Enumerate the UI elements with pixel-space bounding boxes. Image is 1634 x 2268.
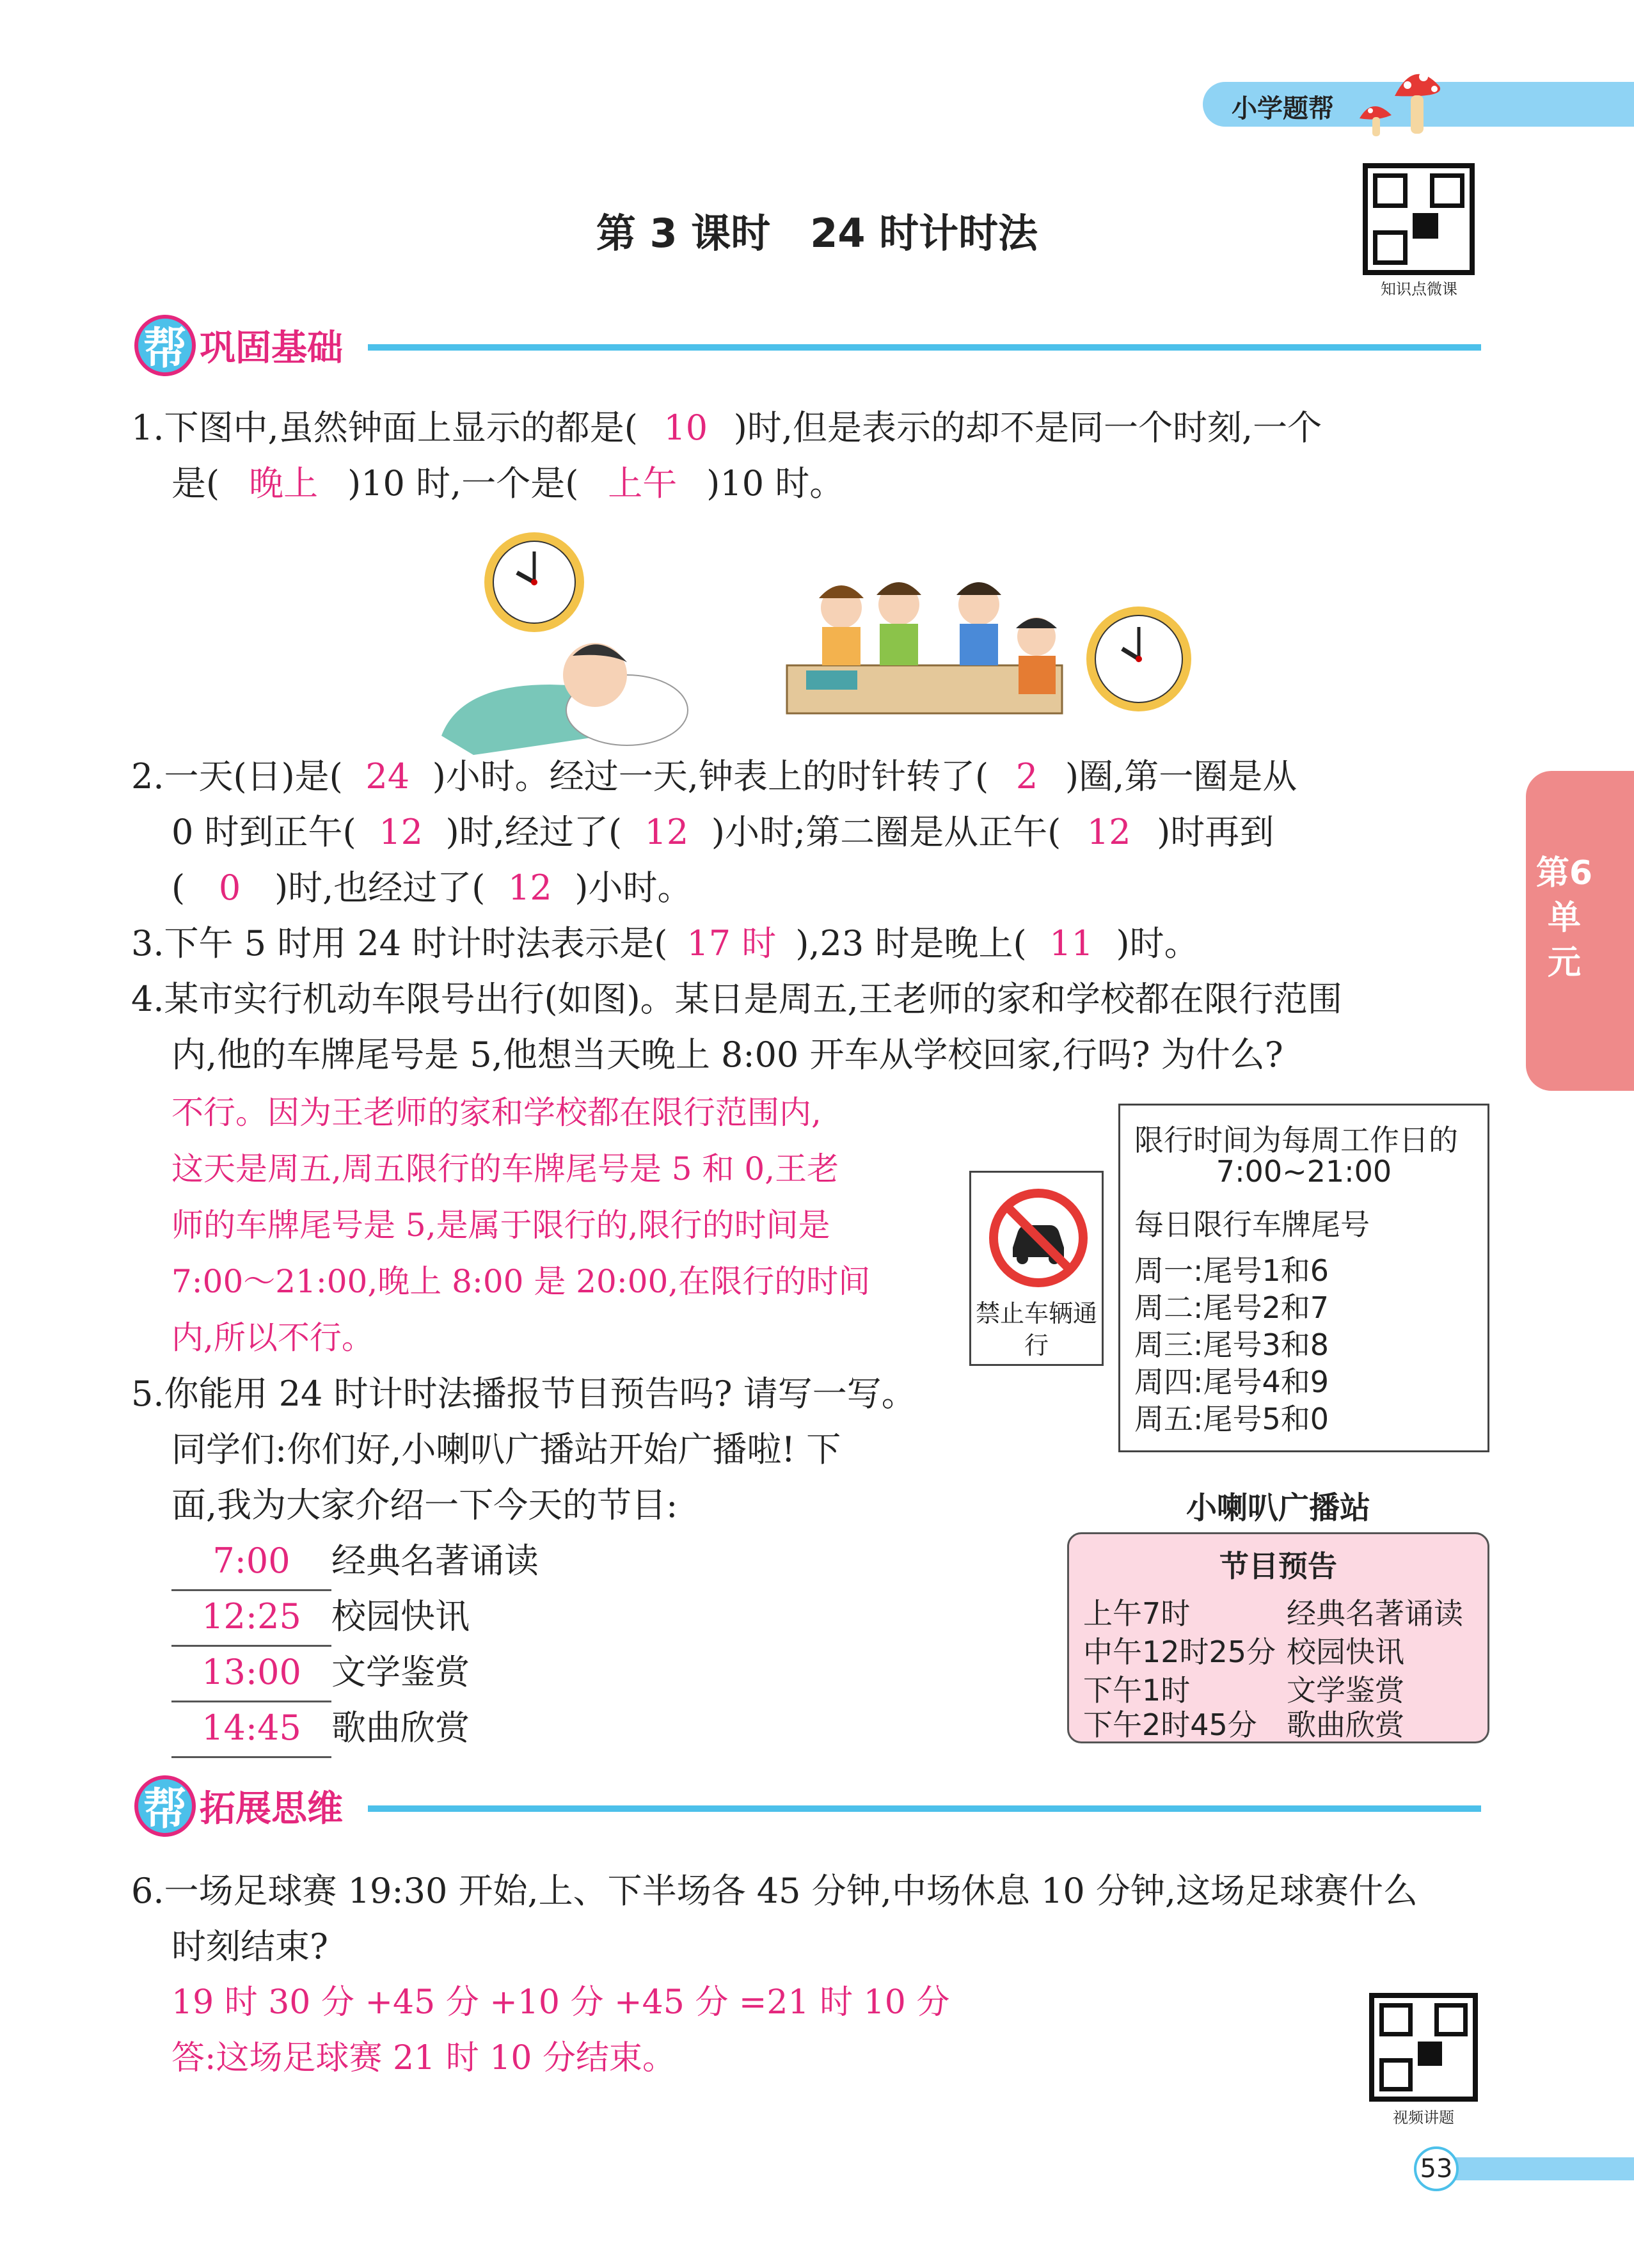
section-divider xyxy=(368,1805,1481,1812)
section-extension-header xyxy=(134,1775,343,1837)
program-item: 12:25 校园快讯 xyxy=(171,1589,470,1647)
brand-label: 小学题帮 xyxy=(1232,94,1334,123)
schedule-title: 节目预告 xyxy=(1219,1549,1337,1583)
q4-line2: 内,他的车牌尾号是 5,他想当天晚上 8:00 开车从学校回家,行吗? 为什么? xyxy=(171,1035,1283,1075)
restriction-subtitle: 每日限行车牌尾号 xyxy=(1134,1207,1370,1242)
q6-line2: 时刻结束? xyxy=(171,1926,328,1967)
q2-answer-4: 12 xyxy=(644,812,689,852)
qr-bottom-caption: 视频讲题 xyxy=(1393,2109,1454,2127)
schedule-program: 歌曲欣赏 xyxy=(1287,1708,1404,1742)
restriction-row: 周三:尾号3和8 xyxy=(1134,1328,1329,1362)
section-basics-header xyxy=(134,315,343,376)
qr-code-top[interactable] xyxy=(1363,163,1475,275)
restriction-row: 周二:尾号2和7 xyxy=(1134,1290,1329,1325)
restriction-hours: 7:00~21:00 xyxy=(1216,1154,1392,1189)
schedule-program: 文学鉴赏 xyxy=(1287,1673,1404,1708)
q6-answer-calc: 19 时 30 分 +45 分 +10 分 +45 分 =21 时 10 分 xyxy=(171,1983,950,2022)
q2-answer-2: 2 xyxy=(1015,756,1038,797)
section-badge: 帮 xyxy=(134,315,196,376)
schedule-time: 上午7时 xyxy=(1083,1596,1191,1631)
q2-line1: 2.一天(日)是( 24 )小时。经过一天,钟表上的时针转了( 2 )圈,第一圈是从 xyxy=(131,749,1297,805)
q6-line1: 6.一场足球赛 19:30 开始,上、下半场各 45 分钟,中场休息 10 分钟,这场足球赛什么 xyxy=(131,1871,1418,1911)
q6-answer-text: 答:这场足球赛 21 时 10 分结束。 xyxy=(171,2039,676,2077)
page-title: 第 3 课时 24 时计时法 xyxy=(596,210,1038,257)
q3-answer-2: 11 xyxy=(1049,923,1093,964)
mushroom-logo-icon xyxy=(1356,61,1459,144)
restriction-row: 周四:尾号4和9 xyxy=(1134,1365,1329,1399)
page-number: 53 xyxy=(1414,2146,1459,2191)
program-item: 7:00 经典名著诵读 xyxy=(171,1533,539,1591)
q3-answer-1: 17 时 xyxy=(686,923,777,964)
qr-top-caption: 知识点微课 xyxy=(1381,280,1457,298)
q4-answer: 不行。因为王老师的家和学校都在限行范围内, 这天是周五,周五限行的车牌尾号是 5 和 0,王老 师的车牌尾号是 5,是属于限行的,限行的时间是 7:00～21:00,晚上 8:00 是 20:00,在限行的时间 内,所以不行。 xyxy=(171,1094,871,1356)
qr-code-bottom[interactable] xyxy=(1369,1993,1478,2102)
schedule-program: 校园快讯 xyxy=(1287,1635,1404,1669)
q2-answer-7: 12 xyxy=(508,868,552,908)
restriction-row: 周一:尾号1和6 xyxy=(1134,1253,1329,1288)
q1-answer-3: 上午 xyxy=(608,463,678,504)
no-vehicles-sign xyxy=(969,1171,1104,1366)
program-item: 14:45 歌曲欣赏 xyxy=(171,1700,470,1758)
page-number-bar xyxy=(1452,2157,1634,2180)
unit-tab-label: 第6单元 xyxy=(1535,854,1593,982)
restriction-title: 限行时间为每周工作日的 xyxy=(1134,1123,1458,1157)
program-time-answer: 7:00 xyxy=(171,1533,331,1591)
section-badge: 帮 xyxy=(134,1775,196,1837)
sign-caption: 禁止车辆通行 xyxy=(975,1299,1097,1360)
q5-line1: 5.你能用 24 时计时法播报节目预告吗? 请写一写。 xyxy=(131,1374,916,1414)
schedule-time: 下午2时45分 xyxy=(1083,1708,1257,1742)
schedule-program: 经典名著诵读 xyxy=(1287,1596,1463,1631)
sleeping-boy-illustration xyxy=(435,525,691,768)
q2-line2: 0 时到正午( 12 )时,经过了( 12 )小时;第二圈是从正午( 12 )时再到 xyxy=(171,804,1274,860)
no-car-icon xyxy=(987,1187,1090,1289)
schedule-time: 中午12时25分 xyxy=(1083,1635,1276,1669)
program-time-answer: 14:45 xyxy=(171,1700,331,1758)
q1-answer-2: 晚上 xyxy=(249,463,319,504)
station-title: 小喇叭广播站 xyxy=(1186,1490,1370,1526)
restriction-row: 周五:尾号5和0 xyxy=(1134,1402,1329,1436)
q1-line1: 1.下图中,虽然钟面上显示的都是( 10 )时,但是表示的却不是同一个时刻,一个 xyxy=(131,400,1322,456)
q2-answer-3: 12 xyxy=(379,812,423,852)
q2-answer-6: 0 xyxy=(218,868,241,908)
program-time-answer: 13:00 xyxy=(171,1644,331,1702)
section-divider xyxy=(368,344,1481,351)
section-label: 巩固基础 xyxy=(200,328,343,369)
program-time-answer: 12:25 xyxy=(171,1589,331,1647)
schedule-time: 下午1时 xyxy=(1083,1673,1191,1708)
q2-answer-5: 12 xyxy=(1086,812,1131,852)
q2-line3: ( 0 )时,也经过了( 12 )小时。 xyxy=(171,860,692,916)
family-reading-illustration xyxy=(781,569,1196,729)
q5-line3: 面,我为大家介绍一下今天的节目: xyxy=(171,1485,678,1525)
q2-answer-1: 24 xyxy=(365,756,410,797)
q4-line1: 4.某市实行机动车限号出行(如图)。某日是周五,王老师的家和学校都在限行范围 xyxy=(131,979,1342,1019)
restriction-rules-box xyxy=(1118,1104,1489,1452)
section-label: 拓展思维 xyxy=(200,1788,343,1830)
q5-line2: 同学们:你们好,小喇叭广播站开始广播啦! 下 xyxy=(171,1429,841,1470)
program-schedule-box xyxy=(1067,1532,1489,1743)
q1-line2: 是( 晚上 )10 时,一个是( 上午 )10 时。 xyxy=(171,456,844,512)
program-item: 13:00 文学鉴赏 xyxy=(171,1644,470,1702)
q1-answer-1: 10 xyxy=(663,408,708,448)
q3-line: 3.下午 5 时用 24 时计时法表示是( 17 时 ),23 时是晚上( 11 )时。 xyxy=(131,916,1199,972)
